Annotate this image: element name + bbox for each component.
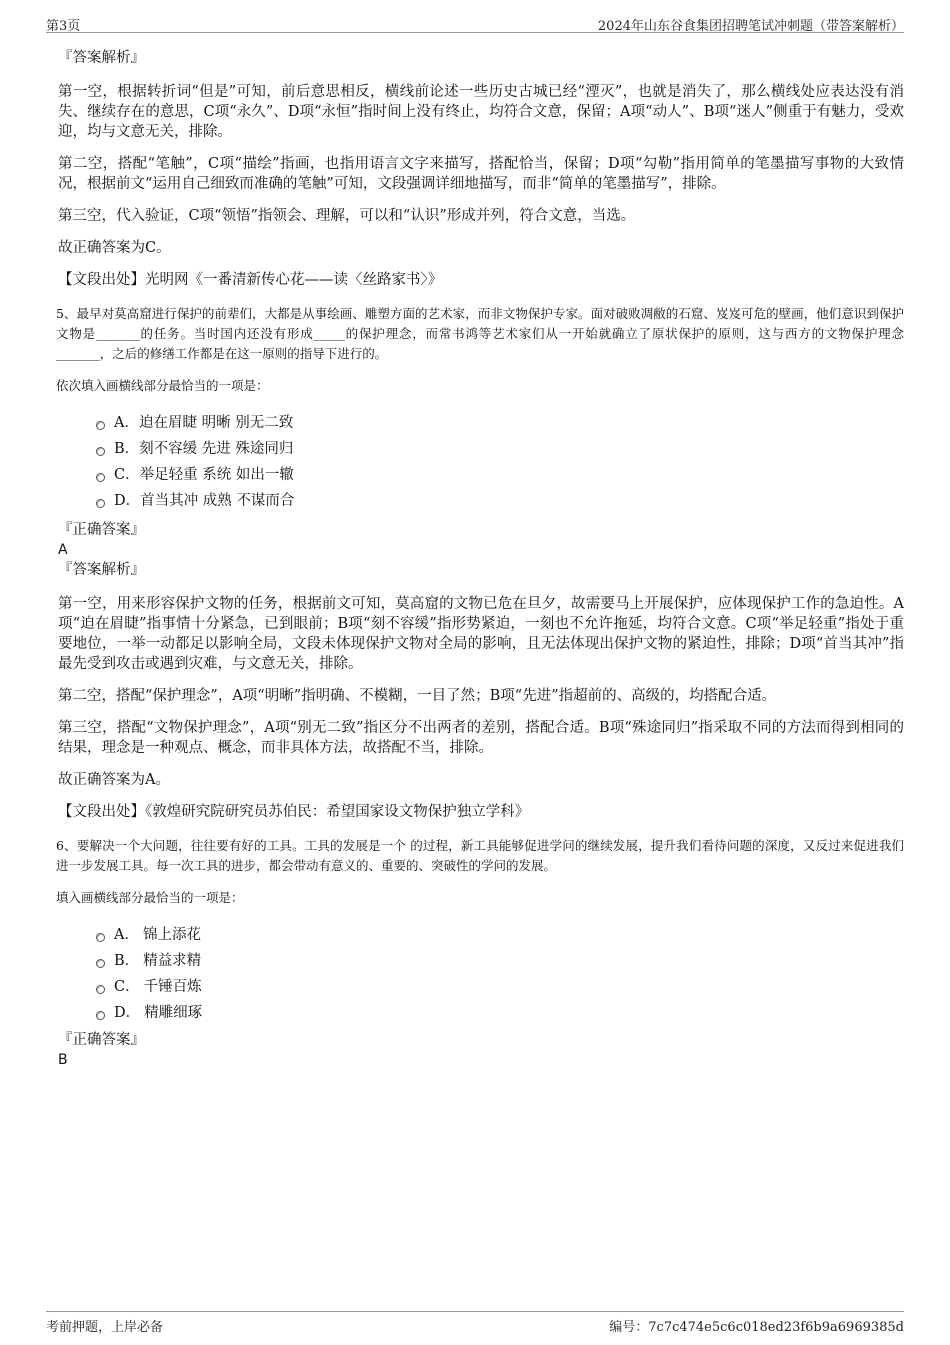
analysis-paragraph-3: 第三空，搭配“文物保护理念”，A项“别无二致”指区分不出两者的差别，搭配合适。B项“殊途同归”指采取不同的方法而得到相同的结果，理念是一种观点、概念，而非具体方法，故搭配不当，排除。 [58, 720, 904, 756]
option-letter: D． [114, 493, 141, 509]
analysis-paragraph-2: 第二空，搭配“保护理念”，A项“明晰”指明确、不模糊，一目了然；B项“先进”指超前的、高级的，均搭配合适。 [58, 688, 777, 704]
option-text: 举足轻重 系统 如出一辙 [139, 467, 294, 483]
option-text: 锦上添花 [142, 927, 201, 943]
question-6-prompt: 填入画横线部分最恰当的一项是： [56, 890, 244, 905]
analysis-heading: 『答案解析』 [58, 50, 145, 66]
option-text: 首当其冲 成熟 不谋而合 [140, 493, 295, 509]
analysis-heading: 『答案解析』 [58, 562, 145, 578]
document-serial: 编号：7c7c474e5c6c018ed23f6b9a6969385d [609, 1320, 904, 1335]
option-c[interactable] [96, 974, 904, 1000]
document-title: 2024年山东谷食集团招聘笔试冲刺题（带答案解析） [597, 19, 904, 34]
page-header [46, 12, 904, 33]
answer-conclusion: 故正确答案为C。 [58, 240, 171, 256]
correct-answer: A [58, 542, 68, 558]
analysis-paragraph-1: 第一空，用来形容保护文物的任务，根据前文可知，莫高窟的文物已危在旦夕，故需要马上开展保护，应体现保护工作的急迫性。A项“迫在眉睫”指事情十分紧急，已到眼前；B项“刻不容缓”指形势紧迫，一刻也不允许拖延，均符合文意。C项“举足轻重”指处于重要地位，一举一动都足以影响全局，文段未体现保护文物对全局的影响，且无法体现出保护文物的紧迫性，排除；D项“首当其冲”指最先受到攻击或遇到灾难，与文意无关，排除。 [58, 596, 904, 672]
option-b[interactable] [96, 948, 904, 974]
option-b[interactable] [96, 436, 904, 462]
option-letter: A． [114, 927, 139, 943]
option-letter: C． [114, 979, 140, 995]
question-6-options [96, 922, 904, 1026]
footer-slogan: 考前押题，上岸必备 [46, 1320, 164, 1335]
option-d[interactable] [96, 1000, 904, 1026]
radio-icon[interactable] [96, 473, 105, 482]
option-c[interactable] [96, 462, 904, 488]
radio-icon[interactable] [96, 447, 105, 456]
correct-answer: B [58, 1052, 68, 1068]
option-letter: B． [114, 441, 140, 457]
option-text: 精益求精 [143, 953, 202, 969]
option-letter: C． [114, 467, 140, 483]
analysis-paragraph-1: 第一空，根据转折词“但是”可知，前后意思相反，横线前论述一些历史古城已经“湮灭”，也就是消失了，那么横线处应表达没有消失、继续存在的意思，C项“永久”、D项“永恒”指时间上没有终止，均符合文意，保留；A项“动人”、B项“迷人”侧重于有魅力，受欢迎，均与文意无关，排除。 [58, 84, 904, 140]
option-text: 刻不容缓 先进 殊途同归 [139, 441, 294, 457]
source-citation: 【文段出处】《敦煌研究院研究员苏伯民：希望国家设文物保护独立学科》 [58, 804, 530, 820]
correct-answer-heading: 『正确答案』 [58, 1032, 145, 1048]
radio-icon[interactable] [96, 499, 105, 508]
option-letter: B． [114, 953, 140, 969]
correct-answer-heading: 『正确答案』 [58, 522, 145, 538]
option-letter: D． [114, 1005, 141, 1021]
analysis-paragraph-2: 第二空，搭配“笔触”，C项“描绘”指画，也指用语言文字来描写，搭配恰当，保留；D项“勾勒”指用简单的笔墨描写事物的大致情况，根据前文“运用自己细致而准确的笔触”可知，文段强调详细地描写，而非“简单的笔墨描写”，排除。 [58, 156, 904, 192]
option-a[interactable] [96, 922, 904, 948]
question-5-stem: 5、最早对莫高窟进行保护的前辈们，大都是从事绘画、雕塑方面的艺术家，而非文物保护专家。面对破败凋敝的石窟、岌岌可危的壁画，他们意识到保护文物是_______的任务。当时国内还没有形成_____的保护理念，而常书鸿等艺术家们从一开始就确立了原状保护的原则，这与西方的文物保护理念_______，之后的修缮工作都是在这一原则的指导下进行的。 [56, 306, 904, 361]
option-a[interactable] [96, 410, 904, 436]
radio-icon[interactable] [96, 985, 105, 994]
source-citation: 【文段出处】光明网《一番清新传心花——读〈丝路家书〉》 [58, 272, 443, 288]
page-number: 第3页 [46, 19, 81, 34]
question-6-stem: 6、要解决一个大问题，往往要有好的工具。工具的发展是一个 的过程，新工具能够促进学问的继续发展，提升我们看待问题的深度，又反过来促进我们进一步发展工具。每一次工具的进步，都会带动有意义的、重要的、突破性的学问的发展。 [56, 838, 904, 873]
radio-icon[interactable] [96, 421, 105, 430]
option-text: 迫在眉睫 明晰 别无二致 [138, 415, 294, 431]
option-text: 千锤百炼 [143, 979, 202, 995]
page-content [56, 44, 904, 1070]
question-5-prompt: 依次填入画横线部分最恰当的一项是： [56, 378, 269, 393]
page-footer [46, 1311, 904, 1336]
question-5-options [96, 410, 904, 514]
radio-icon[interactable] [96, 933, 105, 942]
answer-conclusion: 故正确答案为A。 [58, 772, 170, 788]
option-text: 精雕细琢 [144, 1005, 203, 1021]
radio-icon[interactable] [96, 1011, 105, 1020]
radio-icon[interactable] [96, 959, 105, 968]
option-letter: A． [114, 415, 139, 431]
option-d[interactable] [96, 488, 904, 514]
analysis-paragraph-3: 第三空，代入验证，C项“领悟”指领会、理解，可以和“认识”形成并列，符合文意，当选。 [58, 208, 636, 224]
